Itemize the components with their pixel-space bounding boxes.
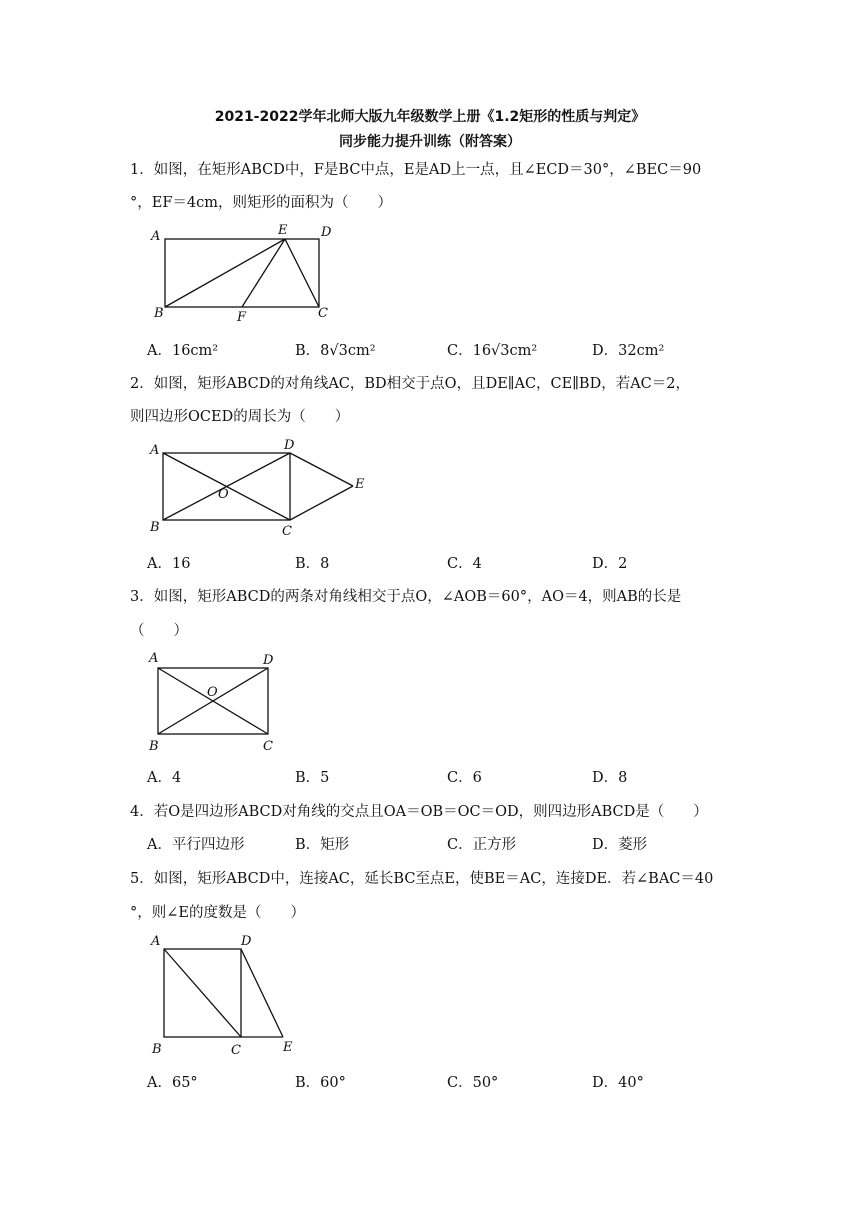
q2-label-a: A [150,443,160,458]
q1-option-b: B．8√3cm² [295,343,376,359]
q2-option-a: A．16 [147,556,191,572]
q3-option-d: D．8 [592,770,628,786]
q2-label-b: B [150,520,160,535]
q3-label-d: D [263,653,274,668]
q5-option-a: A．65° [147,1075,198,1091]
q3-option-c: C．6 [447,770,482,786]
q1-option-d: D．32cm² [592,343,665,359]
q5-figure [145,928,305,1064]
q1-label-d: D [321,225,332,240]
q5-label-b: B [152,1042,162,1057]
q5-option-d: D．40° [592,1075,644,1091]
q2-label-d: D [284,438,295,453]
q3-text-line2: （ ） [130,623,188,639]
q1-text-line1: 1．如图，在矩形ABCD中，F是BC中点，E是AD上一点，且∠ECD＝30°，∠BEC＝90 [130,162,702,178]
q3-label-o: O [207,685,218,700]
q2-label-c: C [282,524,292,539]
q3-text-line1: 3．如图，矩形ABCD的两条对角线相交于点O，∠AOB＝60°，AO＝4，则AB的长是 [130,589,682,605]
q3-label-c: C [263,739,273,754]
q1-label-c: C [318,306,328,321]
q2-text-line2: 则四边形OCED的周长为（ ） [130,409,350,425]
q4-option-a: A．平行四边形 [147,837,245,853]
q5-option-c: C．50° [447,1075,499,1091]
q2-option-c: C．4 [447,556,482,572]
q3-option-a: A．4 [147,770,182,786]
q1-label-b: B [154,306,164,321]
q1-label-a: A [151,229,161,244]
q3-option-b: B．5 [295,770,330,786]
q5-label-c: C [231,1043,241,1058]
q2-option-d: D．2 [592,556,628,572]
q5-text-line2: °，则∠E的度数是（ ） [130,905,305,921]
q5-label-a: A [151,934,161,949]
q4-option-b: B．矩形 [295,837,350,853]
q2-label-o: O [218,487,229,502]
q4-text-line1: 4．若O是四边形ABCD对角线的交点且OA＝OB＝OC＝OD，则四边形ABCD是（ ） [130,804,708,820]
q1-option-a: A．16cm² [147,343,219,359]
q4-option-c: C．正方形 [447,837,517,853]
q2-label-e: E [355,477,365,492]
q3-label-a: A [149,651,159,666]
q3-figure [145,648,295,760]
q2-option-b: B．8 [295,556,330,572]
q1-label-f: F [237,310,247,325]
q1-figure [145,220,345,332]
q5-option-b: B．60° [295,1075,346,1091]
document-title: 2021-2022学年北师大版九年级数学上册《1.2矩形的性质与判定》 [214,109,646,125]
q4-option-d: D．菱形 [592,837,648,853]
q1-text-line2: °，EF＝4cm，则矩形的面积为（ ） [130,195,392,211]
q5-label-d: D [241,934,252,949]
q2-text-line1: 2．如图，矩形ABCD的对角线AC，BD相交于点O，且DE∥AC，CE∥BD，若AC＝2， [130,376,690,392]
q3-label-b: B [149,739,159,754]
q1-label-e: E [278,223,288,238]
q5-label-e: E [283,1040,293,1055]
q2-figure [145,436,375,548]
q5-text-line1: 5．如图，矩形ABCD中，连接AC，延长BC至点E，使BE＝AC，连接DE．若∠BAC＝40 [130,871,714,887]
q1-option-c: C．16√3cm² [447,343,538,359]
document-subtitle: 同步能力提升训练（附答案） [339,134,521,150]
